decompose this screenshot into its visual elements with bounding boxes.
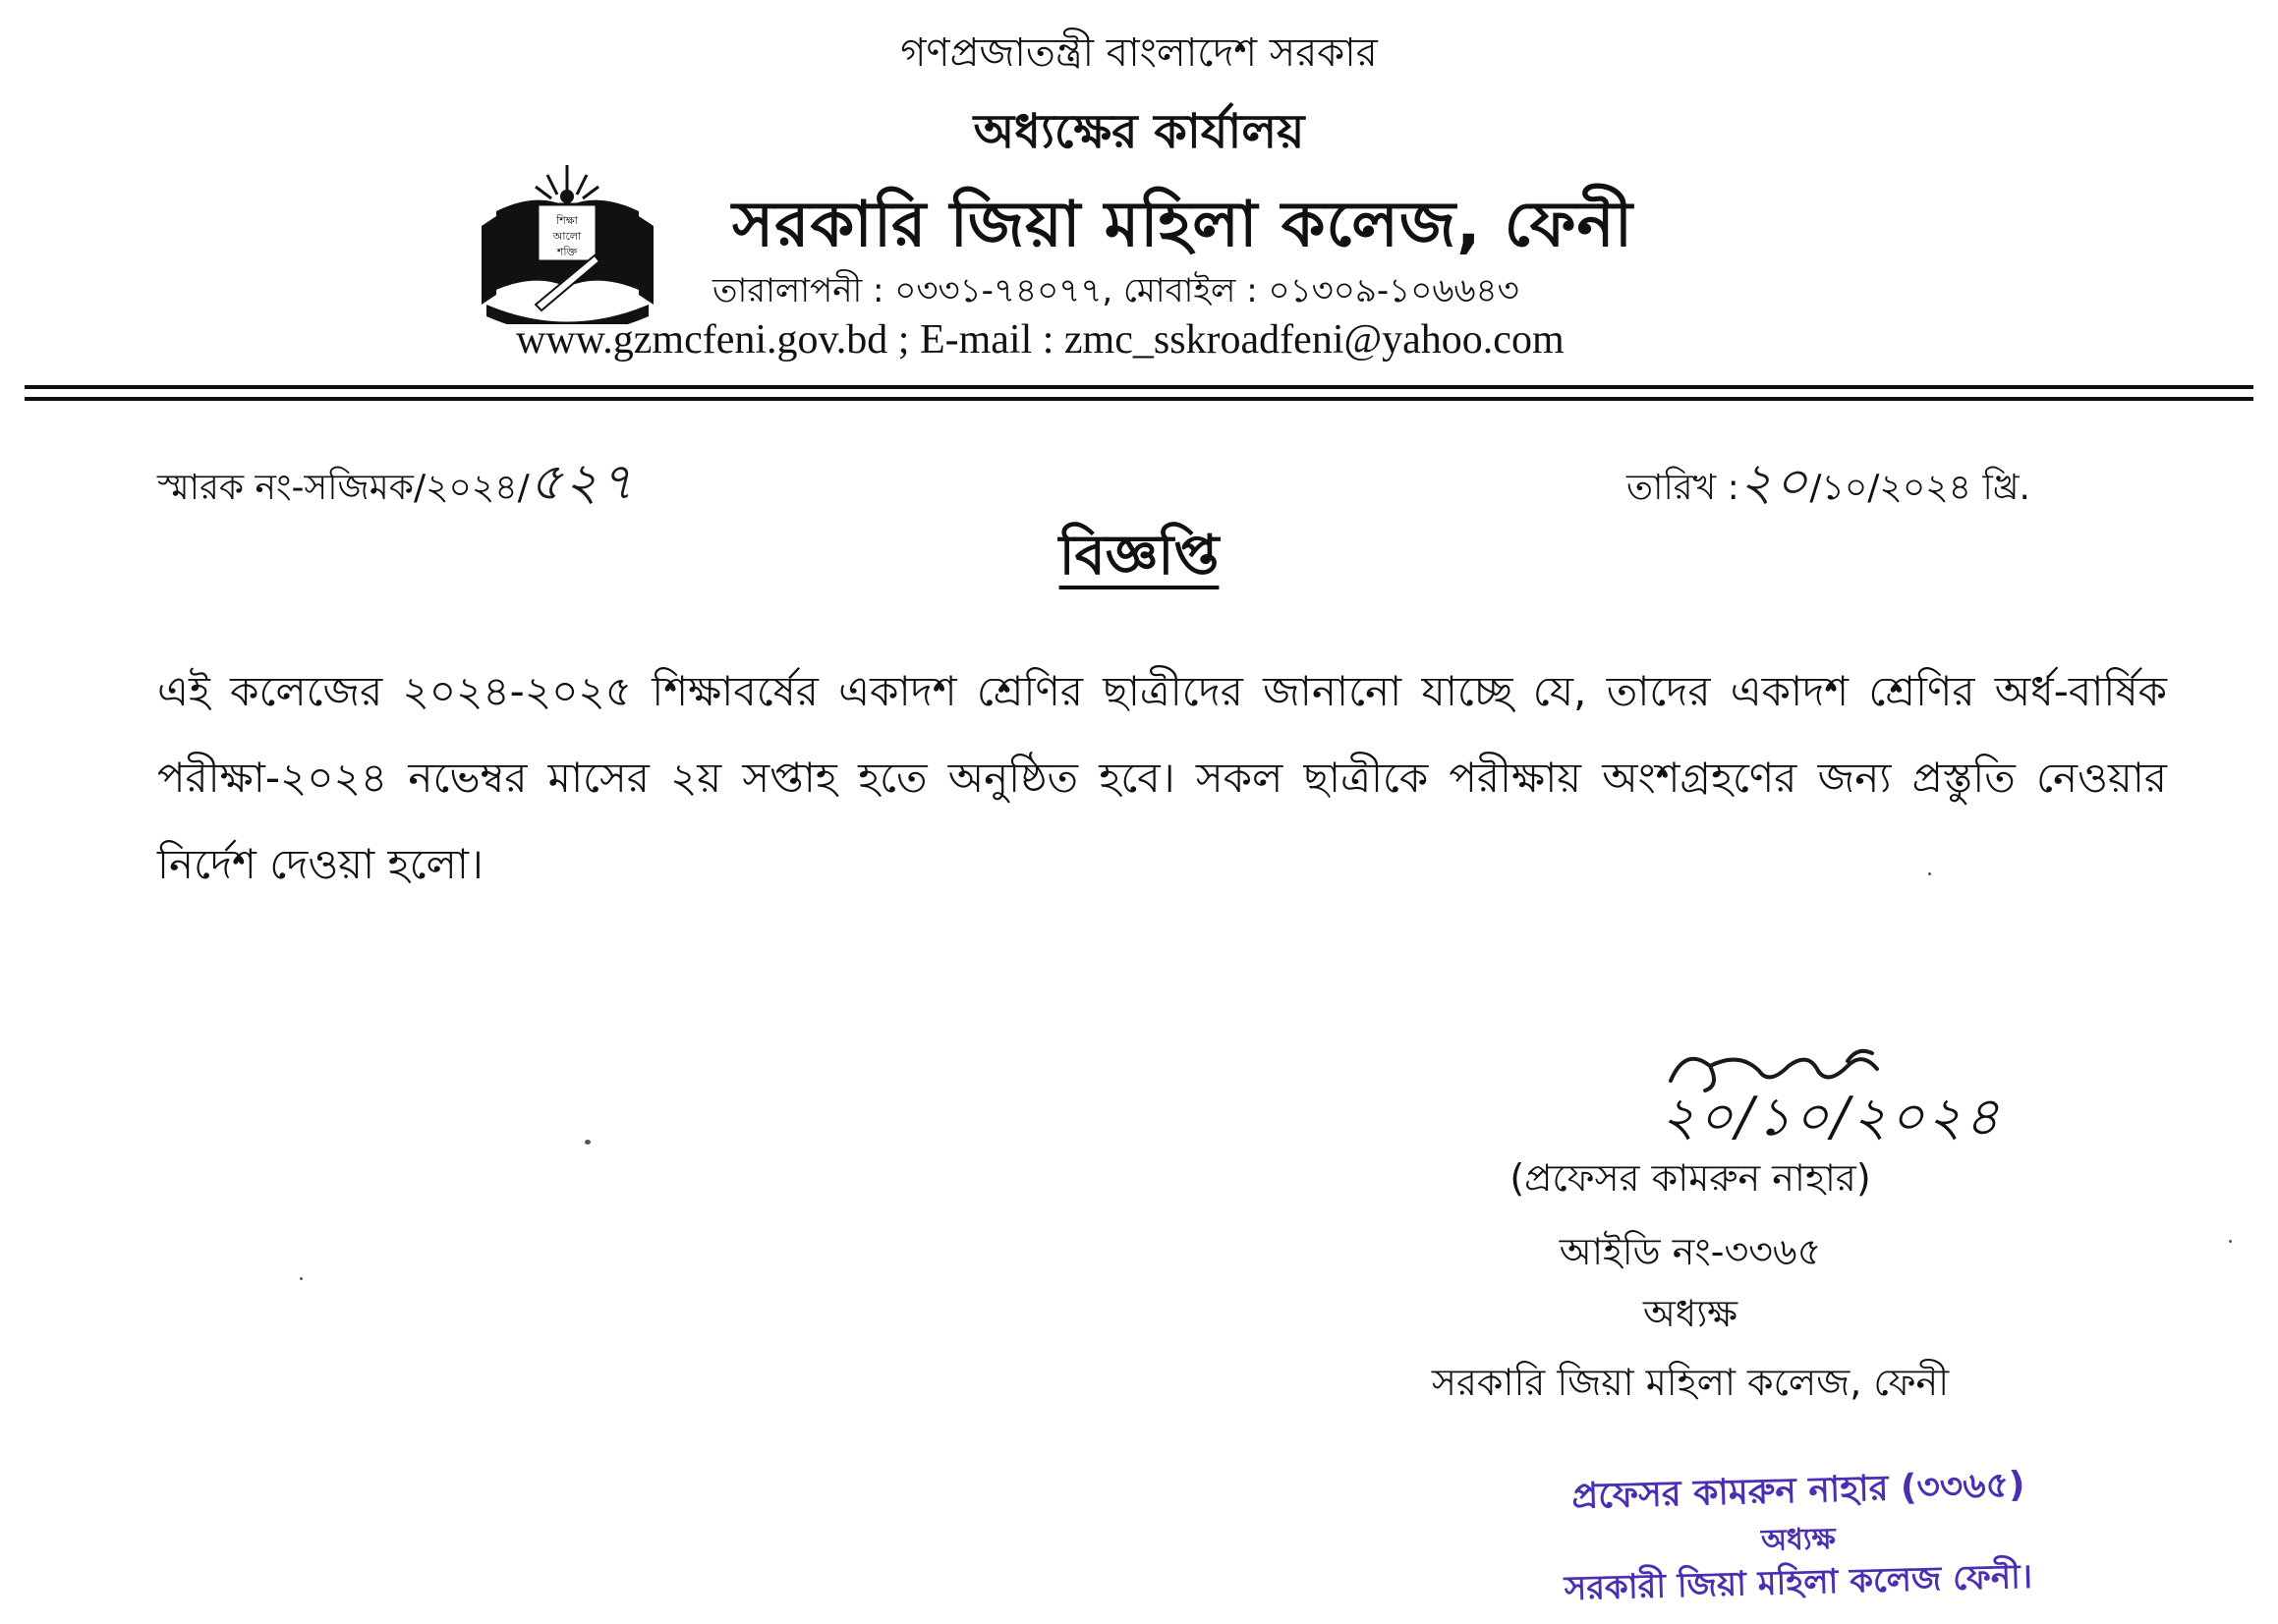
- office-heading: অধ্যক্ষের কার্যালয়: [973, 104, 1305, 159]
- header-divider-top: [25, 385, 2253, 389]
- scan-speck: [1928, 872, 1931, 875]
- college-crest-icon: [477, 157, 658, 324]
- date-label: তারিখ :: [1626, 468, 1739, 508]
- signature-date: ২০/১০/২০২৪: [1661, 1086, 2003, 1148]
- notice-title: বিজ্ঞপ্তি: [1058, 524, 1220, 588]
- stamp-college: সরকারী জিয়া মহিলা কলেজ ফেনী।: [1564, 1556, 2033, 1609]
- college-name: সরকারি জিয়া মহিলা কলেজ, ফেনী: [732, 189, 1633, 261]
- svg-text:আলো: আলো: [552, 230, 582, 243]
- header-divider-bottom: [25, 397, 2253, 401]
- svg-text:শিক্ষা: শিক্ষা: [556, 214, 578, 227]
- scan-speck: [300, 1277, 303, 1280]
- scan-speck: [2229, 1240, 2232, 1243]
- signatory-id: আইডি নং-৩৩৬৫: [1559, 1230, 1822, 1273]
- date-handwritten-day: ২০: [1738, 453, 1810, 512]
- notice-body: এই কলেজের ২০২৪-২০২৫ শিক্ষাবর্ষের একাদশ শ্রেণির ছাত্রীদের জানানো যাচ্ছে যে, তাদের একাদশ শ্রেণির অর্ধ-বার্ষিক পরীক্ষা-২০২৪ নভেম্বর মাসের ২য় সপ্তাহ হতে অনুষ্ঠিত হবে। সকল ছাত্রীকে পরীক্ষায় অংশগ্রহণের জন্য প্রস্তুতি নেওয়ার নির্দেশ দেওয়া হলো।: [157, 667, 2167, 888]
- signatory-name: (প্রফেসর কামরুন নাহার): [1509, 1156, 1871, 1200]
- contact-phone: তারালাপনী : ০৩৩১-৭৪০৭৭, মোবাইল : ০১৩০৯-১০৬৬৪৩: [712, 271, 1519, 310]
- contact-web-email: www.gzmcfeni.gov.bd ; E-mail : zmc_sskroadfeni@yahoo.com: [516, 317, 1565, 363]
- signatory-title: অধ্যক্ষ: [1642, 1292, 1737, 1335]
- government-heading: গণপ্রজাতন্ত্রী বাংলাদেশ সরকার: [900, 30, 1378, 76]
- signatory-college: সরকারি জিয়া মহিলা কলেজ, ফেনী: [1431, 1361, 1950, 1404]
- stamp-name: প্রফেসর কামরুন নাহার (৩৩৬৫): [1570, 1464, 2025, 1518]
- stamp-title: অধ্যক্ষ: [1760, 1522, 1837, 1558]
- date-rest: /১০/২০২৪ খ্রি.: [1809, 468, 2030, 508]
- scan-speck: [585, 1140, 591, 1145]
- memo-handwritten-number: ৫২৭: [529, 453, 636, 512]
- memo-label: স্মারক নং-সজিমক/২০২৪/: [157, 468, 530, 508]
- svg-text:শক্তি: শক্তি: [556, 246, 578, 258]
